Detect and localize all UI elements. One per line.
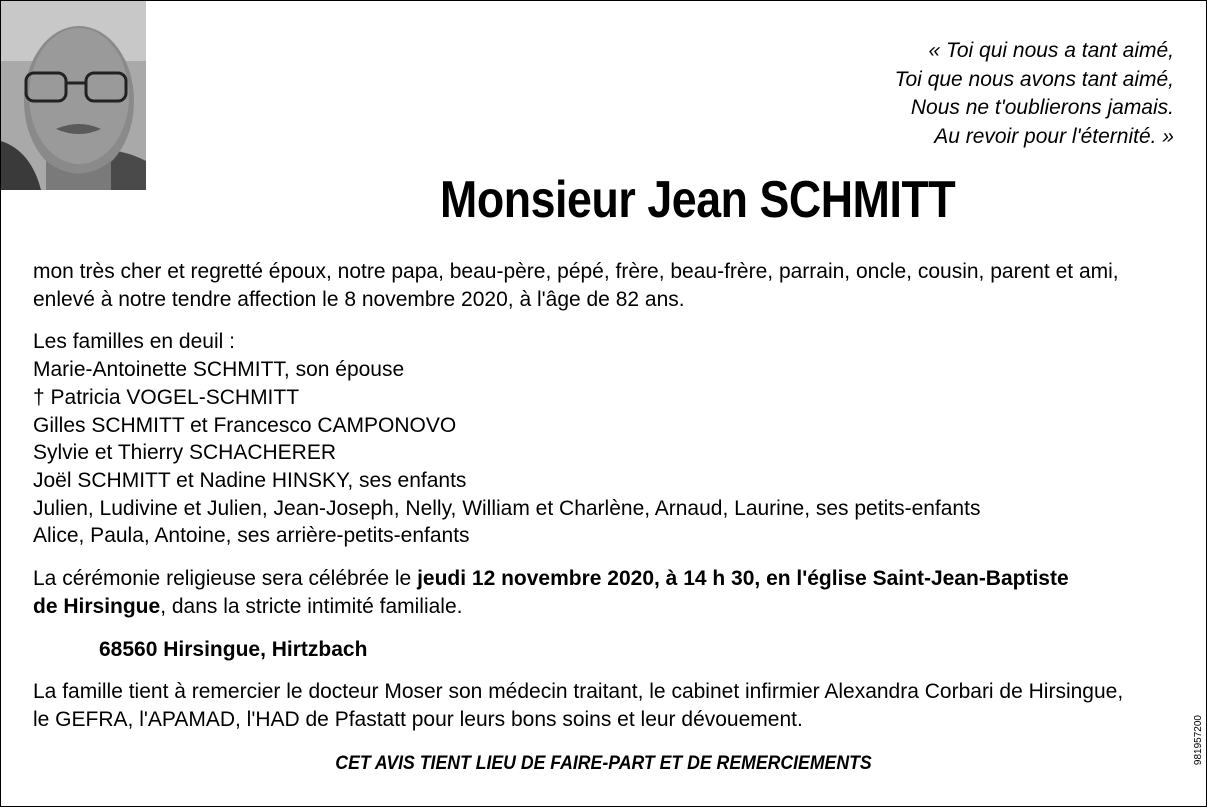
poem-line: « Toi qui nous a tant aimé, (928, 39, 1174, 62)
ceremony-line (33, 565, 1153, 593)
intro-line: enlevé à notre tendre affection le 8 novembre 2020, à l'âge de 82 ans. (33, 287, 685, 311)
ceremony-text: La cérémonie religieuse sera célébrée le (33, 567, 418, 591)
intro-line: mon très cher et regretté époux, notre papa, beau-père, pépé, frère, beau-frère, parrain, oncle, cousin, parent et ami, (33, 260, 1119, 283)
thanks-line: le GEFRA, l'APAMAD, l'HAD de Pfastatt pour leurs bons soins et leur dévouement. (33, 707, 803, 731)
ceremony-date-place: jeudi 12 novembre 2020, à 14 h 30, en l'église Saint-Jean-Baptiste (417, 567, 1069, 591)
footer-notice: CET AVIS TIENT LIEU DE FAIRE-PART ET DE REMERCIEMENTS (335, 753, 872, 774)
families-heading: Les familles en deuil : (33, 330, 235, 354)
thanks-line: La famille tient à remercier le docteur Moser son médecin traitant, le cabinet infirmier Alexandra Corbari de Hirsingue, (33, 680, 1124, 704)
poem-line: Au revoir pour l'éternité. » (934, 124, 1174, 148)
poem-line: Nous ne t'oublierons jamais. (910, 96, 1174, 119)
ceremony-town: de Hirsingue (33, 594, 161, 618)
reference-number: 981957200 (1193, 714, 1204, 765)
family-line: Sylvie et Thierry SCHACHERER (33, 441, 337, 465)
family-line: Marie-Antoinette SCHMITT, son épouse (33, 358, 405, 382)
family-line: † Patricia VOGEL-SCHMITT (33, 385, 300, 409)
portrait-photo (1, 1, 146, 190)
portrait-image (1, 1, 146, 190)
family-line: Alice, Paula, Antoine, ses arrière-petits-enfants (33, 524, 470, 548)
family-address: 68560 Hirsingue, Hirtzbach (99, 638, 368, 662)
ceremony-line (33, 593, 1153, 621)
family-line: Julien, Ludivine et Julien, Jean-Joseph, Nelly, William et Charlène, Arnaud, Laurine, ses petits-enfants (33, 496, 981, 520)
family-line: Joël SCHMITT et Nadine HINSKY, ses enfants (33, 468, 467, 492)
poem-line: Toi que nous avons tant aimé, (894, 67, 1174, 91)
family-line: Gilles SCHMITT et Francesco CAMPONOVO (33, 413, 457, 437)
notice-body (33, 258, 1153, 734)
ceremony-text: , dans la stricte intimité familiale. (160, 594, 463, 618)
memorial-poem (895, 37, 1174, 151)
deceased-name: Monsieur Jean SCHMITT (440, 171, 956, 229)
